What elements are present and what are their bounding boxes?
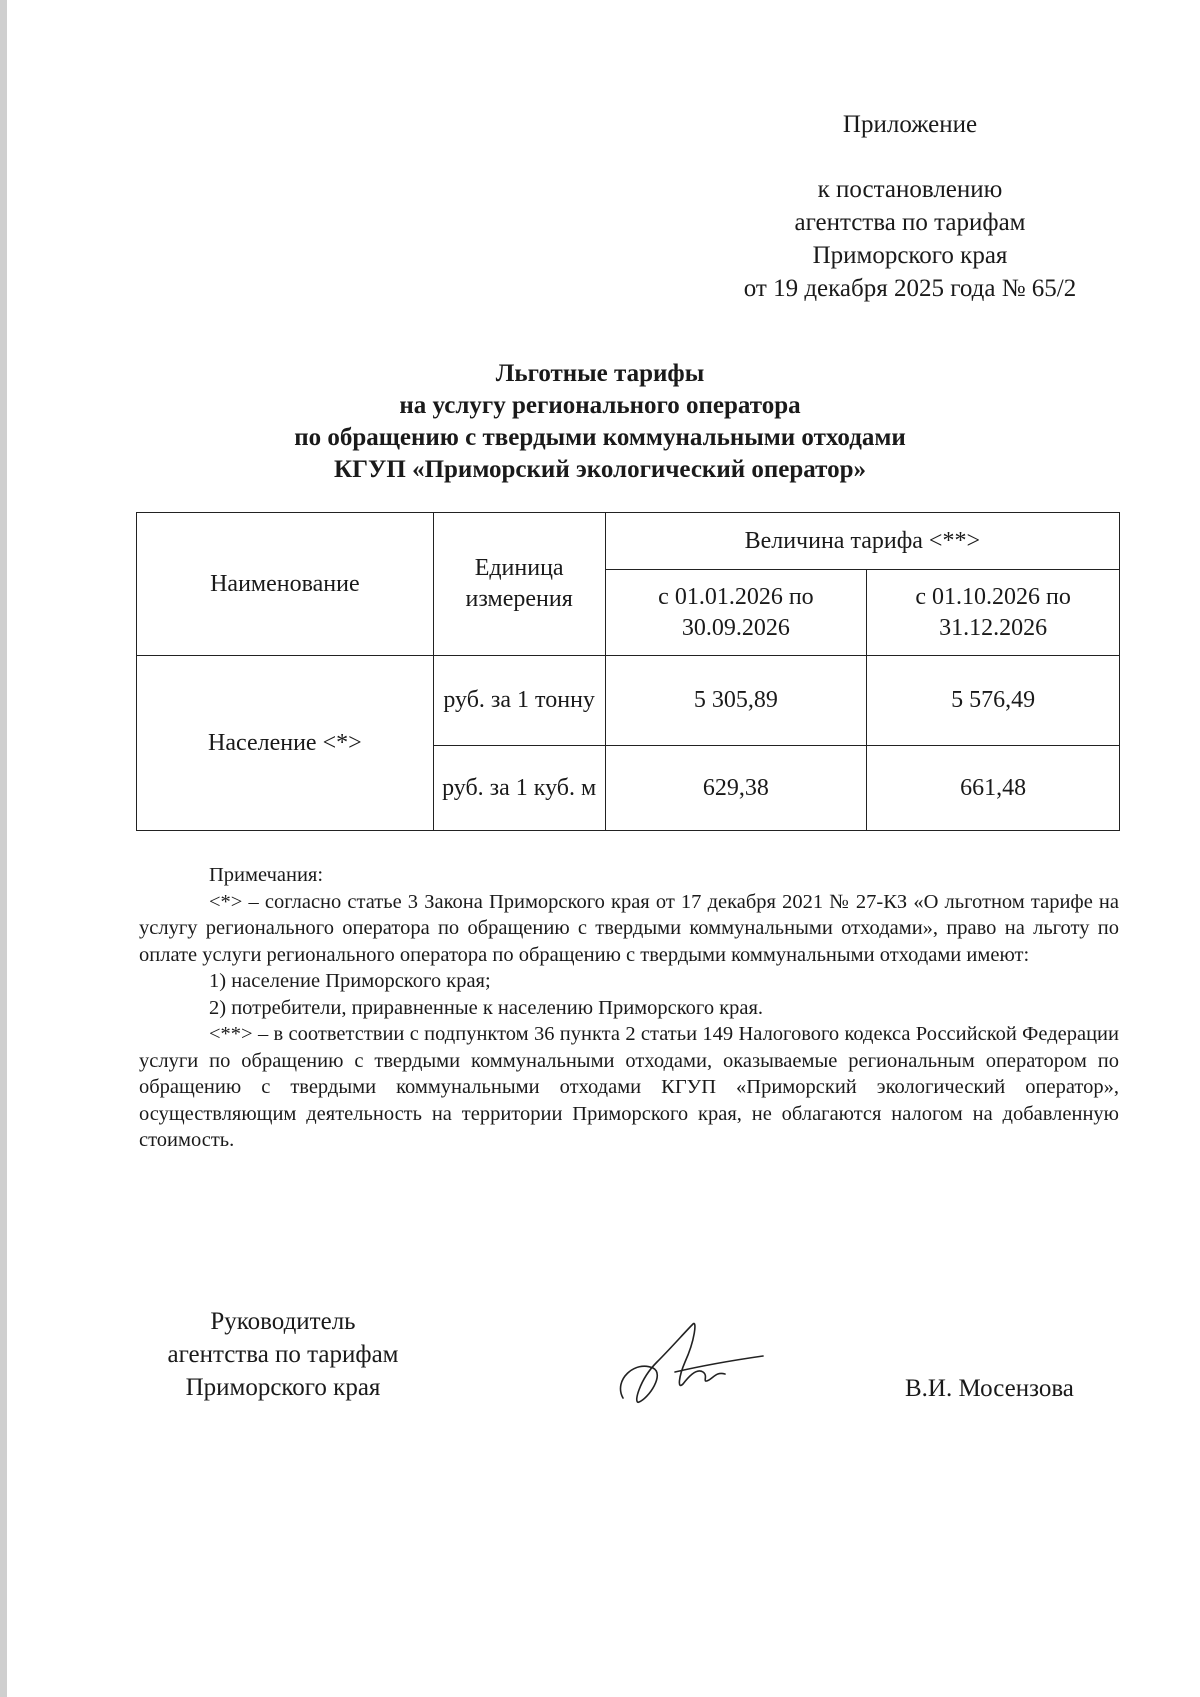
group-label: Население <*>	[137, 656, 434, 831]
header-name: Наименование	[137, 513, 434, 656]
header-period-1: с 01.01.2026 по 30.09.2026	[605, 570, 867, 656]
position-line: Приморского края	[185, 1374, 381, 1401]
table-row	[137, 656, 1120, 746]
signatory-position	[138, 1305, 428, 1404]
note-paragraph: 1) население Приморского края;	[209, 970, 491, 992]
position-line: агентства по тарифам	[167, 1341, 399, 1368]
title-line: КГУП «Приморский экологический оператор»	[334, 456, 866, 483]
notes-heading: Примечания:	[209, 864, 324, 886]
value-cell: 5 576,49	[867, 656, 1120, 746]
appendix-reference	[700, 173, 1120, 305]
title-line: Льготные тарифы	[495, 360, 705, 387]
title-line: на услугу регионального оператора	[399, 392, 801, 419]
note-paragraph: <**> – в соответствии с подпунктом 36 пункта 2 статьи 149 Налогового кодекса Российской Федерации услуги по обращению с твердыми коммунальными отходами, оказываемые региональным оператором по обращению с твердыми коммунальными отходами КГУП «Приморский экологический оператор», осуществляющим деятельность на территории Приморского края, не облагаются налогом на добавленную стоимость.	[139, 1023, 1119, 1151]
header-unit: Единица измерения	[433, 513, 605, 656]
tariff-table	[136, 512, 1120, 831]
position-line: Руководитель	[210, 1308, 356, 1335]
appendix-line: от 19 декабря 2025 года № 65/2	[743, 275, 1077, 302]
appendix-line: агентства по тарифам	[794, 209, 1026, 236]
header-period-2: с 01.10.2026 по 31.12.2026	[867, 570, 1120, 656]
appendix-line: Приморского края	[812, 242, 1008, 269]
value-cell: 5 305,89	[605, 656, 867, 746]
value-cell: 629,38	[605, 746, 867, 831]
title-line: по обращению с твердыми коммунальными отходами	[294, 424, 906, 451]
appendix-line: к постановлению	[817, 176, 1003, 203]
notes-section	[139, 862, 1119, 1154]
handwritten-signature	[605, 1310, 765, 1410]
appendix-title: Приложение	[842, 111, 978, 138]
document-title	[150, 358, 1050, 486]
scan-edge	[0, 0, 7, 1697]
unit-cell: руб. за 1 куб. м	[433, 746, 605, 831]
unit-cell: руб. за 1 тонну	[433, 656, 605, 746]
signatory-name: В.И. Мосензова	[905, 1375, 1074, 1402]
note-paragraph: 2) потребители, приравненные к населению Приморского края.	[209, 996, 764, 1019]
note-paragraph: <*> – согласно статье 3 Закона Приморского края от 17 декабря 2021 № 27-КЗ «О льготном тарифе на услугу регионального оператора по обращению с твердыми коммунальными отходами», право на льготу по оплате услуги регионального оператора по обращению с твердыми коммунальными отходами имеют:	[139, 890, 1119, 966]
value-cell: 661,48	[867, 746, 1120, 831]
header-tariff: Величина тарифа <**>	[605, 513, 1119, 570]
